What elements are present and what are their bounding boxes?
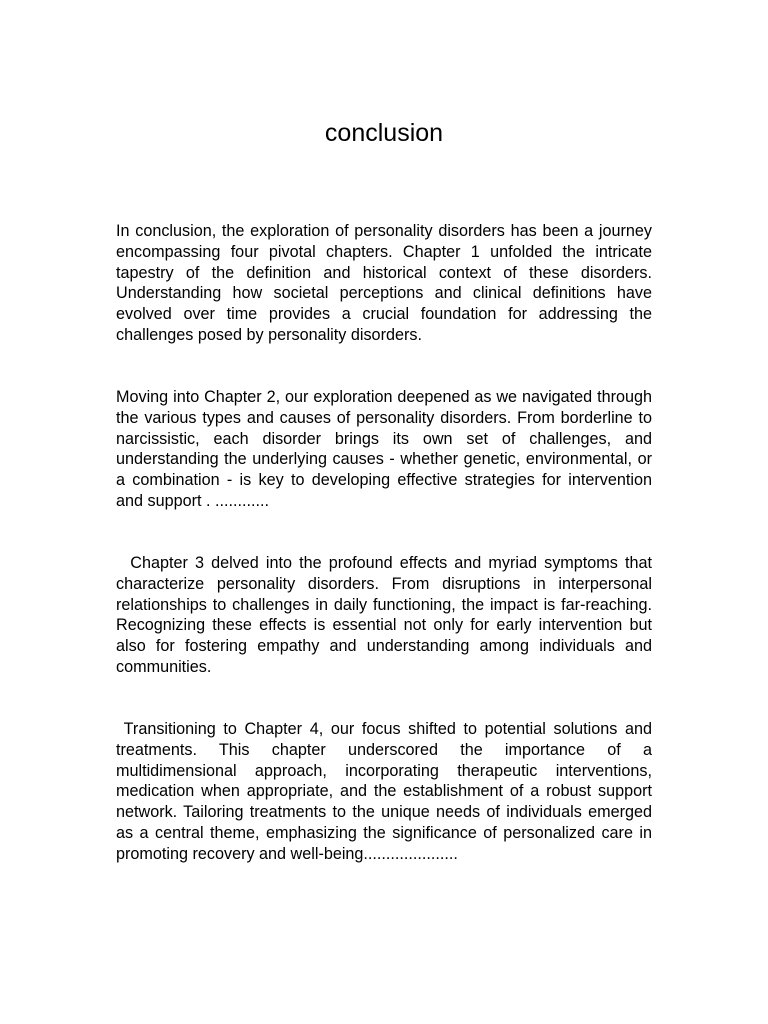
paragraph-chapter-1: In conclusion, the exploration of personality disorders has been a journey encompassing four pivotal chapters. Chapter 1 unfolded the intricate tapestry of the definition and historical context of these disorders. Understanding how societal perceptions and clinical definitions have evolved over time provides a crucial foundation for addressing the challenges posed by personality disorders. (116, 222, 657, 344)
paragraph-chapter-2: Moving into Chapter 2, our exploration deepened as we navigated through the various types and causes of personality disorders. From borderline to narcissistic, each disorder brings its own set of challenges, and understanding the underlying causes - whether genetic, environmental, or a combination - is key to developing effective strategies for intervention and support . ............ (116, 388, 657, 510)
paragraph-chapter-4: Transitioning to Chapter 4, our focus shifted to potential solutions and treatments. This chapter underscored the importance of a multidimensional approach, incorporating therapeutic interventions, medication when appropriate, and the establishment of a robust support network. Tailoring treatments to the unique needs of individuals emerged as a central theme, emphasizing the significance of personalized care in promoting recovery and well-being..................... (116, 720, 657, 863)
paragraph-chapter-3: Chapter 3 delved into the profound effects and myriad symptoms that characterize personality disorders. From disruptions in interpersonal relationships to challenges in daily functioning, the impact is far-reaching. Recognizing these effects is essential not only for early intervention but also for fostering empathy and understanding among individuals and communities. (116, 554, 657, 676)
page-title: conclusion (324, 119, 444, 147)
